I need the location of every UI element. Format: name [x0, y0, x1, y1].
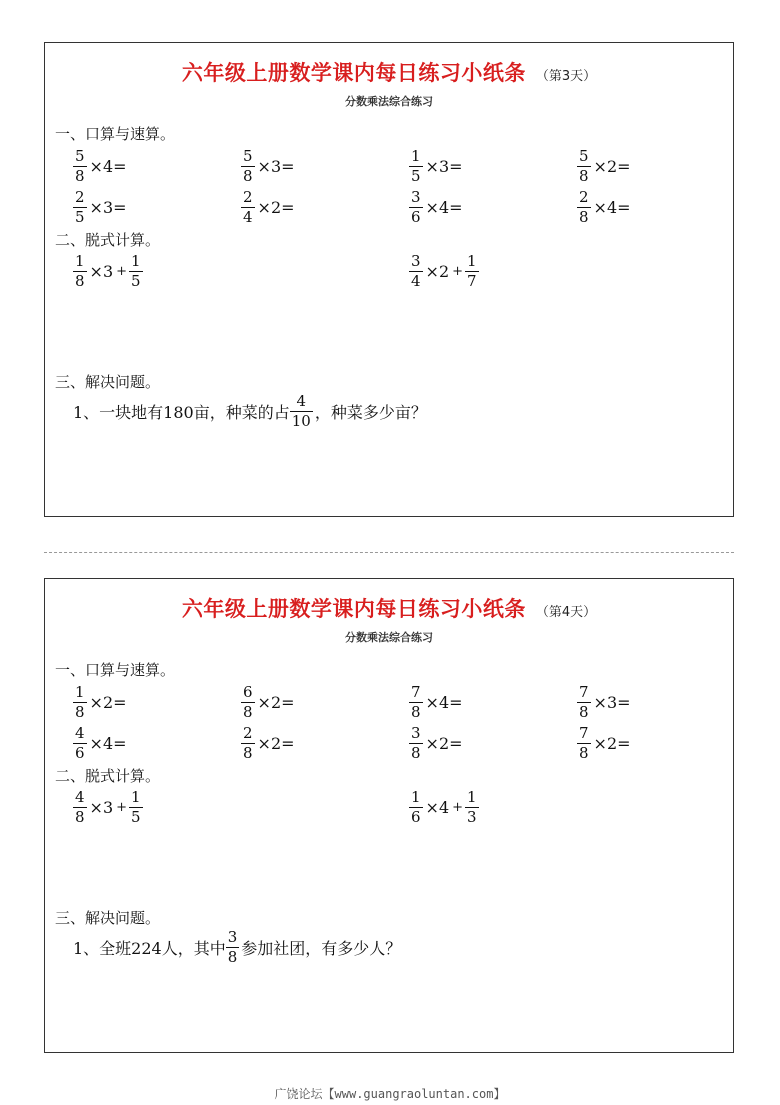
fraction: $\frac{2}{8}$: [243, 723, 253, 762]
fraction: $\frac{1}{5}$: [131, 251, 141, 290]
oral-item: $\frac{7}{8}$ ×2=: [579, 723, 631, 762]
fraction: $\frac{4}{8}$: [75, 787, 85, 826]
section-oral-heading: 一、口算与速算。: [55, 125, 176, 143]
oral-row: [73, 145, 713, 187]
worksheet-subtitle: 分数乘法综合练习: [345, 631, 433, 644]
fraction: $\frac{1}{3}$: [467, 787, 477, 826]
oral-item: $\frac{7}{8}$ ×3=: [579, 682, 631, 721]
fraction: $\frac{1}{8}$: [75, 682, 85, 721]
oral-row: [73, 186, 713, 228]
fraction: $\frac{7}{8}$: [579, 682, 589, 721]
fraction: $\frac{3}{4}$: [411, 251, 421, 290]
oral-item: $\frac{7}{8}$ ×4=: [411, 682, 463, 721]
oral-item: $\frac{3}{6}$ ×4=: [411, 187, 463, 226]
worksheet-subtitle: 分数乘法综合练习: [345, 95, 433, 108]
fraction: $\frac{4}{6}$: [75, 723, 85, 762]
fraction: $\frac{1}{8}$: [75, 251, 85, 290]
oral-item: $\frac{5}{8}$ ×4=: [75, 146, 127, 185]
fraction: $\frac{5}{8}$: [579, 146, 589, 185]
oral-item: $\frac{2}{5}$ ×3=: [75, 187, 127, 226]
fraction: $\frac{4}{10}$: [291, 391, 311, 430]
word-problem: 1、一块地有180亩，种菜的占 $\frac{4}{10}$ ，种菜多少亩？: [73, 391, 427, 430]
section-calc-heading: 二、脱式计算。: [55, 231, 161, 249]
fraction: $\frac{2}{5}$: [75, 187, 85, 226]
worksheet-title-row: [45, 593, 733, 623]
worksheet-title: 六年级上册数学课内每日练习小纸条: [181, 597, 526, 621]
fraction: $\frac{1}{6}$: [411, 787, 421, 826]
worksheet-day3: [44, 42, 734, 517]
footer-watermark: 广饶论坛【www.guangraoluntan.com】: [274, 1087, 506, 1101]
cut-line-divider: [44, 552, 734, 553]
calc-row: [73, 250, 713, 292]
fraction: $\frac{6}{8}$: [243, 682, 253, 721]
fraction: $\frac{5}{8}$: [75, 146, 85, 185]
oral-item: $\frac{2}{8}$ ×4=: [579, 187, 631, 226]
oral-item: $\frac{6}{8}$ ×2=: [243, 682, 295, 721]
day-label: （第3天）: [535, 69, 597, 84]
calc-item: $\frac{3}{4}$ ×2 + $\frac{1}{7}$: [411, 251, 477, 290]
oral-row: [73, 722, 713, 764]
fraction: $\frac{7}{8}$: [411, 682, 421, 721]
worksheet-title-row: [45, 57, 733, 87]
section-calc-heading: 二、脱式计算。: [55, 767, 161, 785]
worksheet-title: 六年级上册数学课内每日练习小纸条: [181, 61, 526, 85]
calc-item: $\frac{4}{8}$ ×3 + $\frac{1}{5}$: [75, 787, 141, 826]
section-oral-heading: 一、口算与速算。: [55, 661, 176, 679]
fraction: $\frac{3}{8}$: [227, 927, 238, 966]
calc-item: $\frac{1}{6}$ ×4 + $\frac{1}{3}$: [411, 787, 477, 826]
fraction: $\frac{1}{7}$: [467, 251, 477, 290]
oral-item: $\frac{1}{5}$ ×3=: [411, 146, 463, 185]
day-label: （第4天）: [535, 605, 597, 620]
fraction: $\frac{1}{5}$: [411, 146, 421, 185]
oral-item: $\frac{2}{8}$ ×2=: [243, 723, 295, 762]
section-problem-heading: 三、解决问题。: [55, 909, 161, 927]
oral-item: $\frac{5}{8}$ ×3=: [243, 146, 295, 185]
oral-item: $\frac{5}{8}$ ×2=: [579, 146, 631, 185]
oral-item: $\frac{1}{8}$ ×2=: [75, 682, 127, 721]
fraction: $\frac{7}{8}$: [579, 723, 589, 762]
calc-row: [73, 786, 713, 828]
fraction: $\frac{2}{8}$: [579, 187, 589, 226]
oral-item: $\frac{3}{8}$ ×2=: [411, 723, 463, 762]
word-problem: 1、全班224人，其中 $\frac{3}{8}$ 参加社团，有多少人？: [73, 927, 402, 966]
oral-item: $\frac{2}{4}$ ×2=: [243, 187, 295, 226]
section-problem-heading: 三、解决问题。: [55, 373, 161, 391]
fraction: $\frac{3}{6}$: [411, 187, 421, 226]
fraction: $\frac{3}{8}$: [411, 723, 421, 762]
fraction: $\frac{2}{4}$: [243, 187, 253, 226]
oral-item: $\frac{4}{6}$ ×4=: [75, 723, 127, 762]
calc-item: $\frac{1}{8}$ ×3 + $\frac{1}{5}$: [75, 251, 141, 290]
fraction: $\frac{1}{5}$: [131, 787, 141, 826]
fraction: $\frac{5}{8}$: [243, 146, 253, 185]
oral-row: [73, 681, 713, 723]
worksheet-day4: [44, 578, 734, 1053]
